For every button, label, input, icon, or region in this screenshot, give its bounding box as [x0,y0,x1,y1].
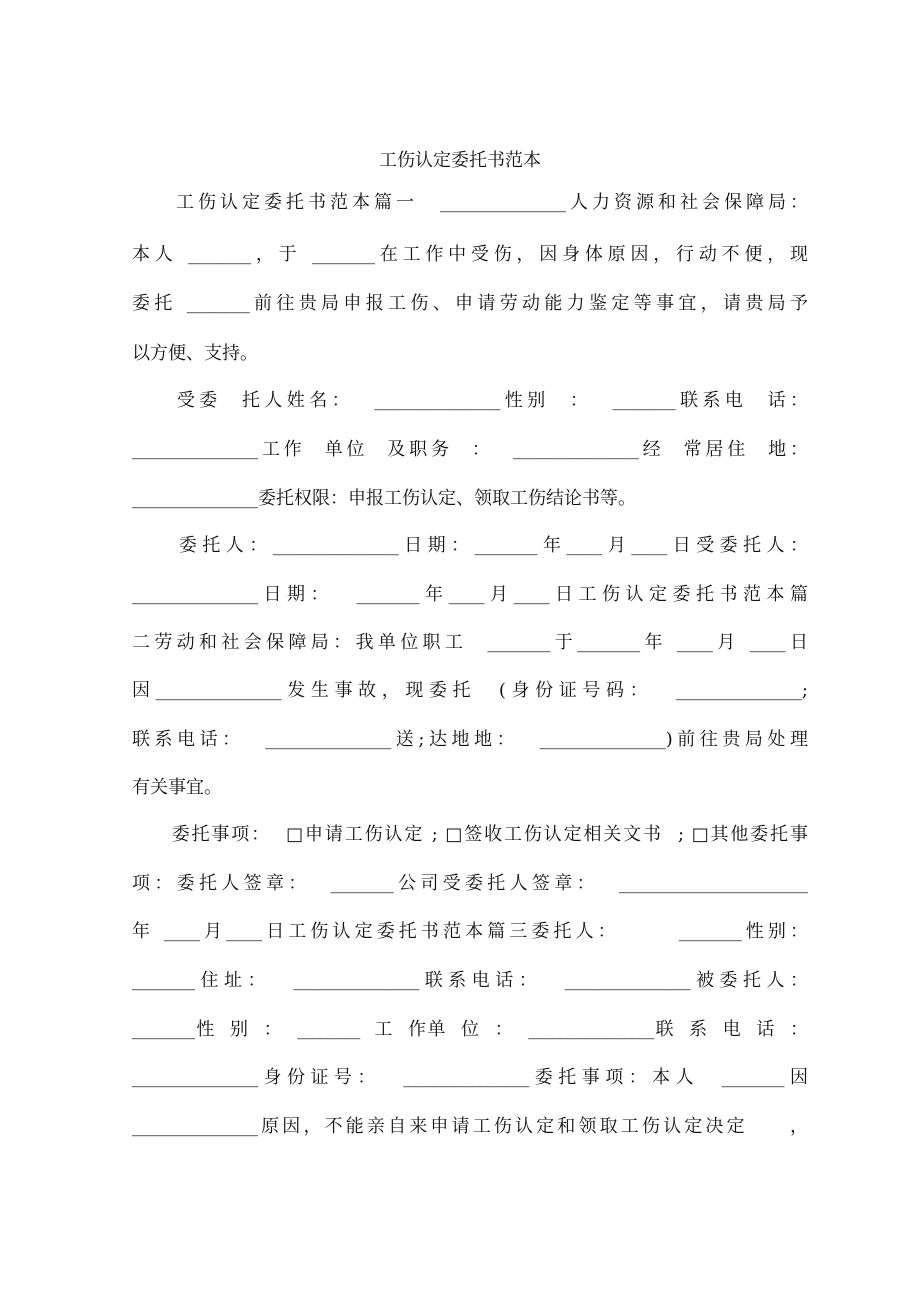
text-line-9: ______________日期： _______年____月____日工伤认定委托书范本篇 [132,584,808,605]
text-line-11: 因______________发生事故，现委托 (身份证号码： ______________; [132,680,808,701]
text-line-1: 工伤认定委托书范本篇一 ______________人力资源和社会保障局： [132,192,808,213]
text-line-2: 本人 _______，于 _______在工作中受伤，因身体原因，行动不便，现 [132,244,808,265]
text-line-20: ______________原因，不能亲自来申请工伤认定和领取工伤认定决定 ， [132,1116,808,1137]
text-line-8: 委托人：______________日期：_______年____月____日受委托人： [132,535,808,556]
text-line-16: 年 ____月____日工伤认定委托书范本篇三委托人： _______性别： [132,921,808,942]
text-line-13: 有关事宜。 [132,777,222,798]
text-line-19: ______________身份证号： ______________委托事项：本人 _______因 [132,1067,808,1088]
text-line-18: _______性 别 ： _______ 工 作单 位 ： ______________联 系 电 话 ： [132,1019,808,1040]
text-line-15: 项：委托人签章： _______公司受委托人签章： _____________________ [132,873,808,894]
text-line-12: 联系电话： ______________送;达地地： ______________)前往贵局处理 [132,729,808,750]
text-line-5: 受委 托人姓名： ______________性别 ： _______联系电 话： [132,390,808,411]
text-line-3: 委托 _______前往贵局申报工伤、申请劳动能力鉴定等事宜，请贵局予 [132,293,809,314]
text-line-4: 以方便、支持。 [132,343,258,364]
text-line-17: _______住址： ______________联系电话： ______________被委托人： [132,970,808,991]
text-line-6: ______________工作 单位 及职务 ： ______________经 常居住 地： [132,439,808,460]
text-line-14: 委托事项： □申请工伤认定 ; □签收工伤认定相关文书 ; □其他委托事 [132,824,808,845]
document-title: 工伤认定委托书范本 [379,150,541,171]
text-line-7: ______________委托权限：申报工伤认定、领取工伤结论书等。 [132,488,636,509]
text-line-10: 二劳动和社会保障局：我单位职工 _______于_______年 ____月 ____日 [132,632,808,653]
